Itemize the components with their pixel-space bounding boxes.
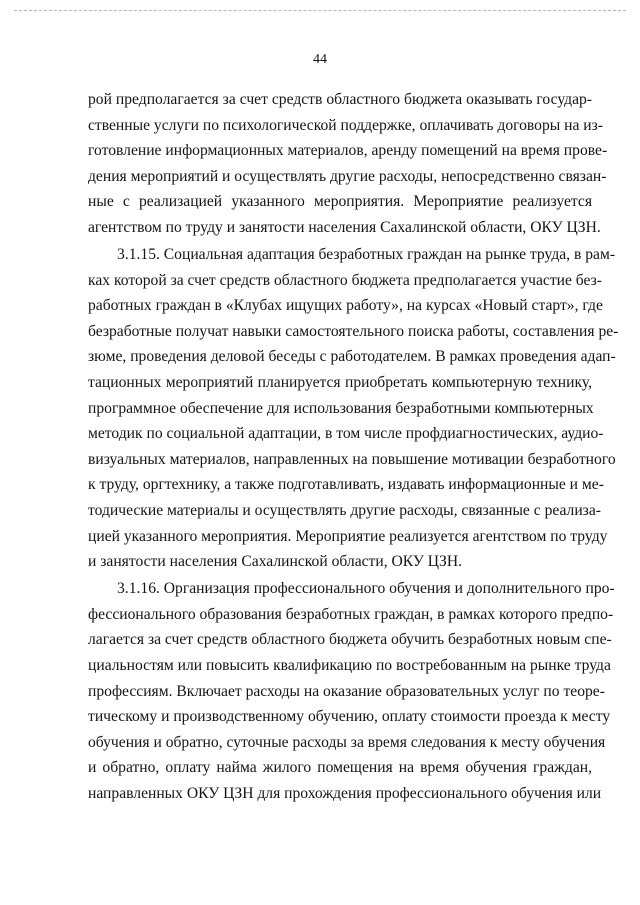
- text-line: рой предполагается за счет средств областного бюджета оказывать государ-: [88, 91, 592, 108]
- text-line: 3.1.15. Социальная адаптация безработных граждан на рынке труда, в рам-: [117, 246, 616, 264]
- page-number: 44: [313, 52, 327, 67]
- paragraph: [88, 242, 619, 575]
- text-line: безработные получат навыки самостоятельного поиска работы, составления ре-: [88, 322, 619, 340]
- text-line: лагается за счет средств областного бюджета обучить безработных новым спе-: [88, 631, 612, 649]
- text-line: 3.1.16. Организация профессионального обучения и дополнительного про-: [117, 580, 615, 598]
- text-line: профессиям. Включает расходы на оказание образовательных услуг по теоре-: [88, 682, 605, 700]
- text-line: и обратно, оплату найма жилого помещения на время обучения граждан,: [88, 759, 592, 777]
- text-line: цией указанного мероприятия. Мероприятие реализуется агентством по труду: [88, 527, 608, 545]
- text-line: циальностям или повысить квалификацию по востребованным на рынке труда: [88, 657, 611, 675]
- paragraph: [88, 576, 615, 806]
- text-line: работных граждан в «Клубах ищущих работу», на курсах «Новый старт», где: [88, 297, 603, 315]
- scan-top-rule: [14, 10, 626, 11]
- text-line: к труду, оргтехнику, а также подготавливать, издавать информационные и ме-: [88, 476, 604, 494]
- text-line: агентством по труду и занятости населения Сахалинской области, ОКУ ЦЗН.: [88, 218, 601, 236]
- paragraph: [88, 87, 608, 241]
- text-line: зюме, проведения деловой беседы с работодателем. В рамках проведения адап-: [88, 348, 616, 366]
- text-line: обучения и обратно, суточные расходы за время следования к месту обучения: [88, 733, 606, 751]
- text-line: готовление информационных материалов, аренду помещений на время прове-: [88, 142, 608, 160]
- text-line: ках которой за счет средств областного бюджета предполагается участие без-: [88, 271, 602, 289]
- text-line: дения мероприятий и осуществлять другие расходы, непосредственно связан-: [88, 167, 607, 185]
- text-line: программное обеспечение для использования безработными компьютерных: [88, 399, 594, 417]
- text-line: направленных ОКУ ЦЗН для прохождения профессионального обучения или: [88, 785, 602, 803]
- text-line: ные с реализацией указанного мероприятия. Мероприятие реализуется: [88, 193, 592, 211]
- text-line: тическому и производственному обучению, оплату стоимости проезда к месту: [88, 708, 611, 726]
- text-line: визуальных материалов, направленных на повышение мотивации безработного: [88, 450, 616, 468]
- text-line: фессионального образования безработных граждан, в рамках которого предпо-: [88, 605, 614, 623]
- text-line: ственные услуги по психологической поддержке, оплачивать договоры на из-: [88, 116, 604, 134]
- text-line: тационных мероприятий планируется приобретать компьютерную технику,: [88, 374, 592, 392]
- document-body: [88, 87, 619, 807]
- text-line: и занятости населения Сахалинской области, ОКУ ЦЗН.: [88, 553, 463, 571]
- text-line: методик по социальной адаптации, в том числе профдиагностических, аудио-: [88, 425, 604, 443]
- text-line: тодические материалы и осуществлять другие расходы, связанные с реализа-: [88, 502, 601, 519]
